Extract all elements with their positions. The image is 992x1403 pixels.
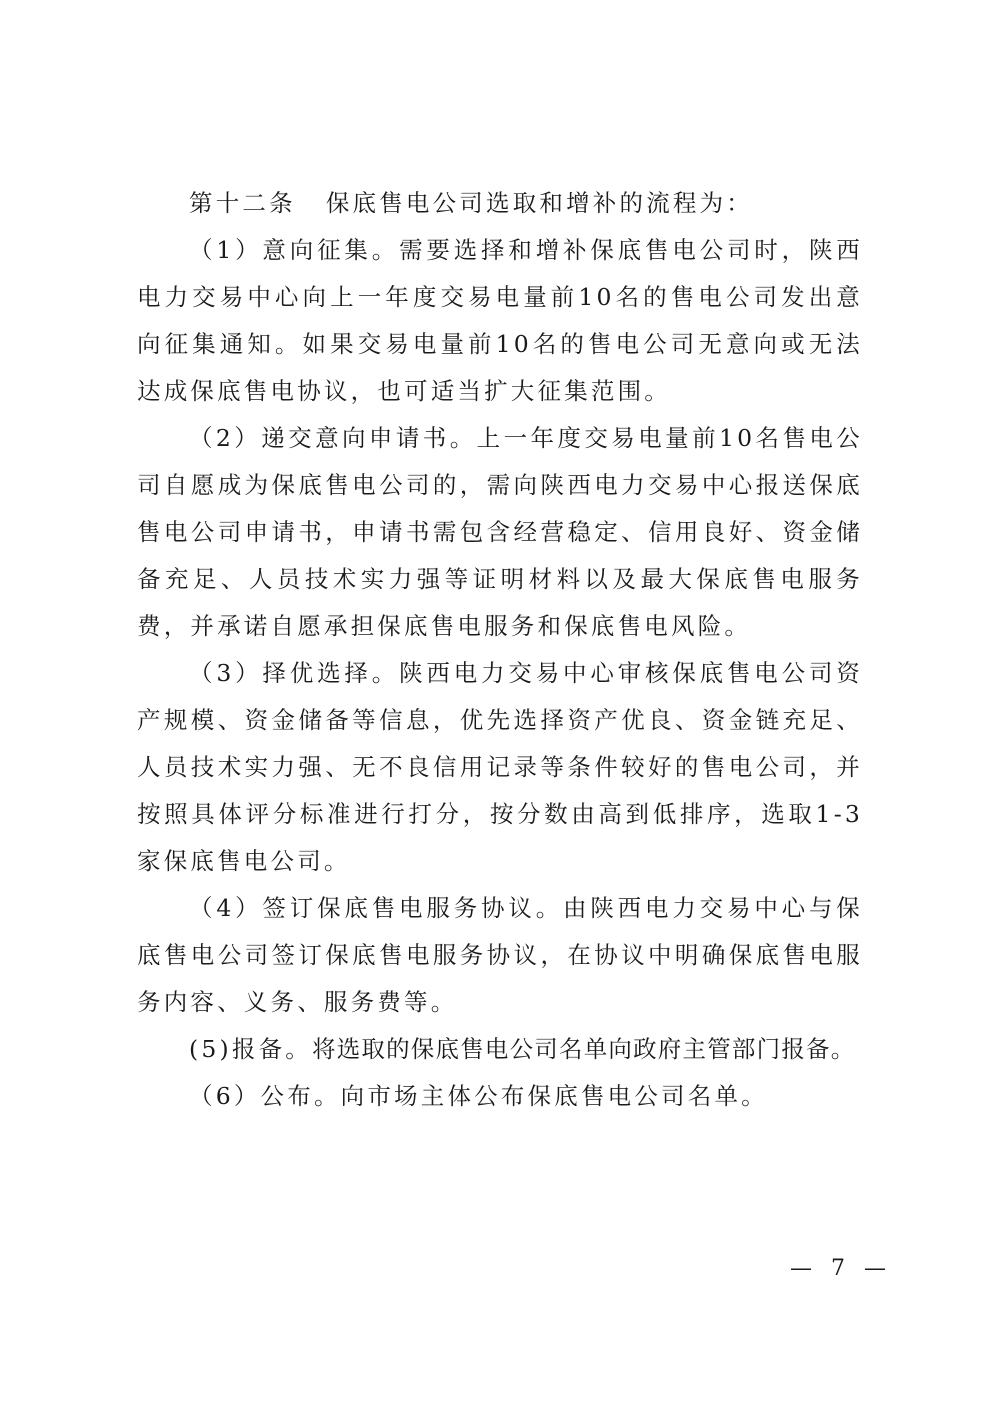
paragraph-text: 由陕西电力交易中心与保底售电公司签订保底售电服务协议，在协议中明确保底售电服务内容、义务、服务费等。 (137, 894, 863, 1016)
article-number: 第十二条 (189, 189, 296, 217)
paragraph-label: （2）递交意向申请书。 (189, 424, 477, 452)
article-title: 保底售电公司选取和增补的流程为： (325, 189, 754, 217)
paragraph-label: （1）意向征集。 (189, 236, 400, 264)
paragraph-text: 需要选择和增补保底售电公司时，陕西电力交易中心向上一年度交易电量前10名的售电公司发出意向征集通知。如果交易电量前10名的售电公司无意向或无法达成保底售电协议，也可适当扩大征集范围。 (137, 236, 863, 405)
paragraph-1 (137, 227, 863, 415)
paragraph-label: (5)报备。 (189, 1035, 312, 1063)
paragraph-label: （6）公布。 (189, 1082, 341, 1110)
article-heading (137, 180, 863, 227)
paragraph-label: （3）择优选择。 (189, 659, 400, 687)
paragraph-text: 上一年度交易电量前10名售电公司自愿成为保底售电公司的，需向陕西电力交易中心报送保底售电公司申请书，申请书需包含经营稳定、信用良好、资金储备充足、人员技术实力强等证明材料以及最大保底售电服务费，并承诺自愿承担保底售电服务和保底售电风险。 (137, 424, 864, 640)
paragraph-3 (137, 650, 863, 885)
page-number: — 7 — (790, 1256, 892, 1281)
paragraph-text: 将选取的保底售电公司名单向政府主管部门报备。 (312, 1035, 856, 1063)
paragraph-2 (137, 415, 863, 650)
document-body (137, 180, 863, 1120)
paragraph-text: 向市场主体公布保底售电公司名单。 (340, 1082, 768, 1110)
paragraph-label: （4）签订保底售电服务协议。 (189, 894, 564, 922)
paragraph-5 (137, 1026, 863, 1073)
paragraph-4 (137, 885, 863, 1026)
paragraph-6 (137, 1073, 863, 1120)
paragraph-text: 陕西电力交易中心审核保底售电公司资产规模、资金储备等信息，优先选择资产优良、资金链充足、人员技术实力强、无不良信用记录等条件较好的售电公司，并按照具体评分标准进行打分，按分数由高到低排序，选取1-3家保底售电公司。 (137, 659, 863, 875)
